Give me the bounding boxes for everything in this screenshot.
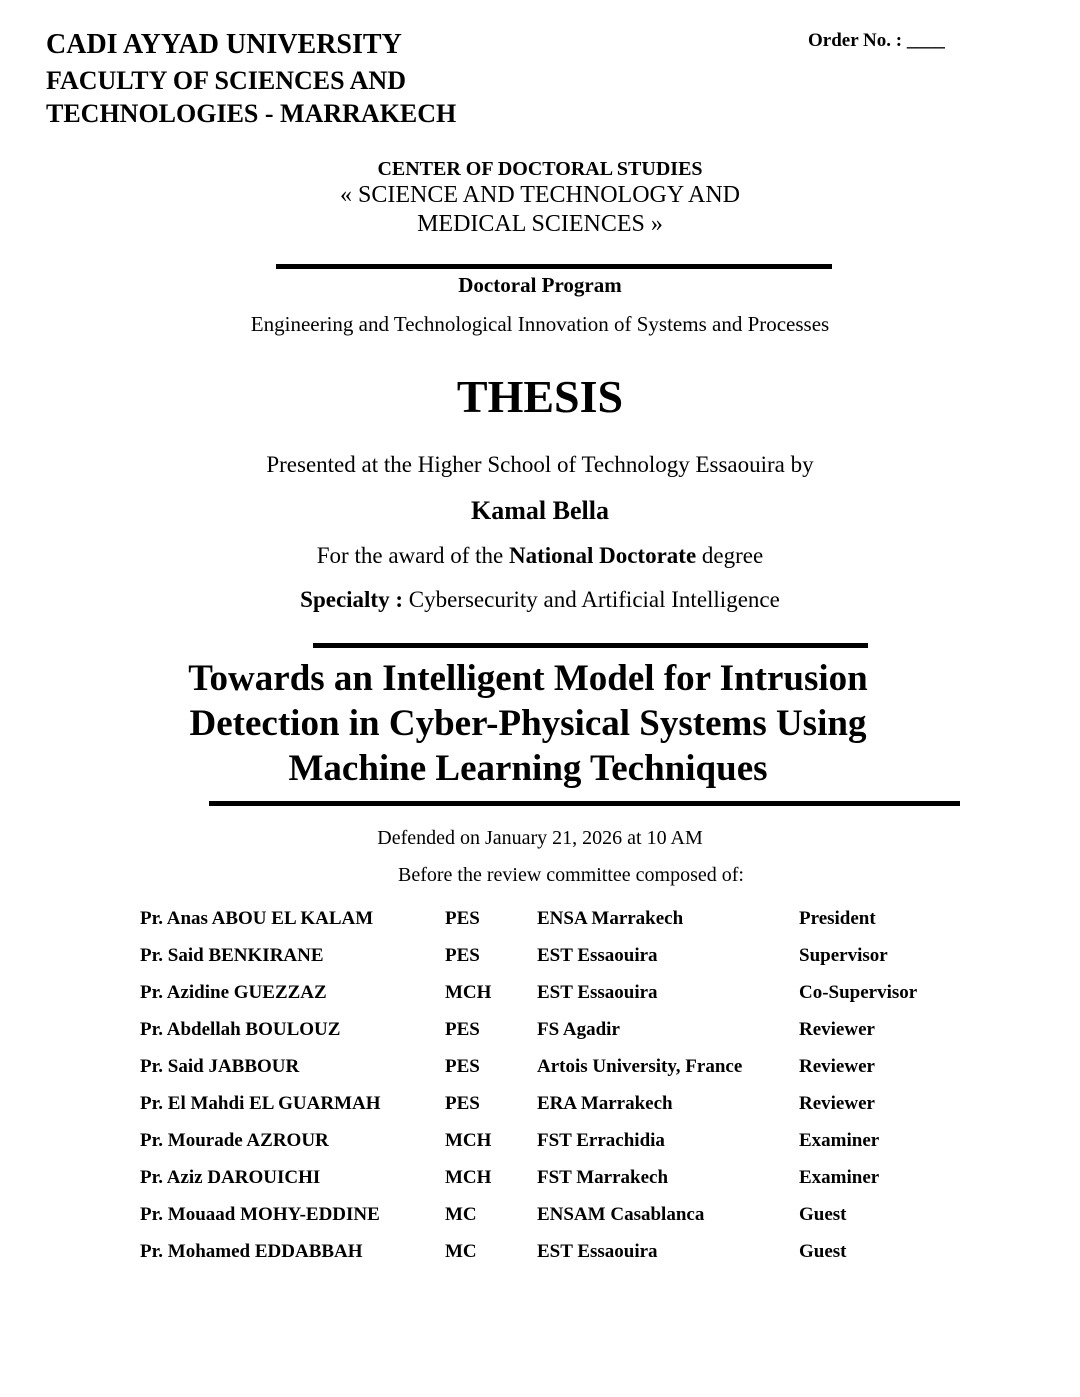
member-institution: FS Agadir — [537, 1018, 620, 1040]
member-grade: PES — [445, 1055, 480, 1077]
thesis-heading: THESIS — [456, 371, 624, 422]
order-number: Order No. : ____ — [808, 30, 945, 51]
member-role: Reviewer — [799, 1055, 875, 1077]
thesis-title-line1: Towards an Intelligent Model for Intrusion — [188, 658, 868, 699]
member-institution: Artois University, France — [537, 1055, 743, 1077]
award-suffix: degree — [696, 543, 764, 568]
doctoral-center-name-line1: « SCIENCE AND TECHNOLOGY AND — [339, 182, 740, 208]
committee-intro: Before the review committee composed of: — [398, 864, 744, 886]
member-role: Co-Supervisor — [799, 981, 918, 1003]
member-role: President — [799, 907, 876, 929]
member-grade: MCH — [445, 981, 492, 1003]
doctoral-program-name: Engineering and Technological Innovation of Systems and Processes — [250, 312, 830, 336]
member-name: Pr. Said JABBOUR — [140, 1055, 300, 1077]
member-institution: EST Essaouira — [537, 981, 658, 1003]
member-role: Examiner — [799, 1129, 880, 1151]
member-name: Pr. Mourade AZROUR — [140, 1129, 329, 1151]
award-line — [0, 543, 1080, 569]
author-name: Kamal Bella — [471, 496, 609, 525]
specialty-line — [0, 587, 1080, 613]
award-degree: National Doctorate — [509, 543, 697, 568]
member-name: Pr. Anas ABOU EL KALAM — [140, 907, 374, 929]
divider-rule — [276, 264, 832, 269]
university-name: CADI AYYAD UNIVERSITY — [46, 29, 402, 60]
member-institution: FST Errachidia — [537, 1129, 665, 1151]
committee-row — [140, 1122, 949, 1159]
committee-table — [140, 900, 949, 1270]
presented-at: Presented at the Higher School of Technology Essaouira by — [266, 452, 814, 477]
member-institution: EST Essaouira — [537, 1240, 658, 1262]
specialty-value: Cybersecurity and Artificial Intelligence — [403, 587, 780, 612]
committee-row — [140, 1233, 949, 1270]
member-grade: PES — [445, 1018, 480, 1040]
thesis-title-line3: Machine Learning Techniques — [288, 748, 768, 789]
member-role: Examiner — [799, 1166, 880, 1188]
member-institution: EST Essaouira — [537, 944, 658, 966]
member-grade: MC — [445, 1240, 477, 1262]
committee-row — [140, 1048, 949, 1085]
defense-date: Defended on January 21, 2026 at 10 AM — [377, 827, 703, 849]
member-role: Guest — [799, 1203, 847, 1225]
committee-row — [140, 937, 949, 974]
member-name: Pr. Abdellah BOULOUZ — [140, 1018, 341, 1040]
member-grade: MCH — [445, 1166, 492, 1188]
divider-rule — [313, 643, 868, 648]
committee-row — [140, 1011, 949, 1048]
committee-row — [140, 974, 949, 1011]
faculty-name-line1: FACULTY OF SCIENCES AND — [46, 66, 406, 95]
member-name: Pr. Azidine GUEZZAZ — [140, 981, 327, 1003]
member-institution: FST Marrakech — [537, 1166, 669, 1188]
committee-row — [140, 1085, 949, 1122]
doctoral-center-title: CENTER OF DOCTORAL STUDIES — [377, 158, 703, 180]
divider-rule — [209, 801, 960, 806]
member-grade: PES — [445, 944, 480, 966]
specialty-label: Specialty : — [300, 587, 404, 612]
thesis-title-line2: Detection in Cyber-Physical Systems Using — [189, 703, 867, 744]
member-grade: MC — [445, 1203, 477, 1225]
member-grade: MCH — [445, 1129, 492, 1151]
member-name: Pr. Aziz DAROUICHI — [140, 1166, 321, 1188]
committee-row — [140, 1159, 949, 1196]
member-name: Pr. Mouaad MOHY-EDDINE — [140, 1203, 380, 1225]
faculty-name-line2: TECHNOLOGIES - MARRAKECH — [46, 99, 457, 128]
doctoral-center-name-line2: MEDICAL SCIENCES » — [417, 211, 663, 237]
member-institution: ENSA Marrakech — [537, 907, 684, 929]
member-grade: PES — [445, 1092, 480, 1114]
committee-row — [140, 1196, 949, 1233]
award-prefix: For the award of the — [316, 543, 510, 568]
member-grade: PES — [445, 907, 480, 929]
member-name: Pr. El Mahdi EL GUARMAH — [140, 1092, 381, 1114]
member-role: Supervisor — [799, 944, 888, 966]
member-role: Reviewer — [799, 1092, 875, 1114]
member-role: Guest — [799, 1240, 847, 1262]
member-institution: ERA Marrakech — [537, 1092, 673, 1114]
member-role: Reviewer — [799, 1018, 875, 1040]
member-name: Pr. Said BENKIRANE — [140, 944, 324, 966]
doctoral-program-label: Doctoral Program — [458, 273, 622, 297]
member-name: Pr. Mohamed EDDABBAH — [140, 1240, 363, 1262]
member-institution: ENSAM Casablanca — [537, 1203, 705, 1225]
committee-row — [140, 900, 949, 937]
